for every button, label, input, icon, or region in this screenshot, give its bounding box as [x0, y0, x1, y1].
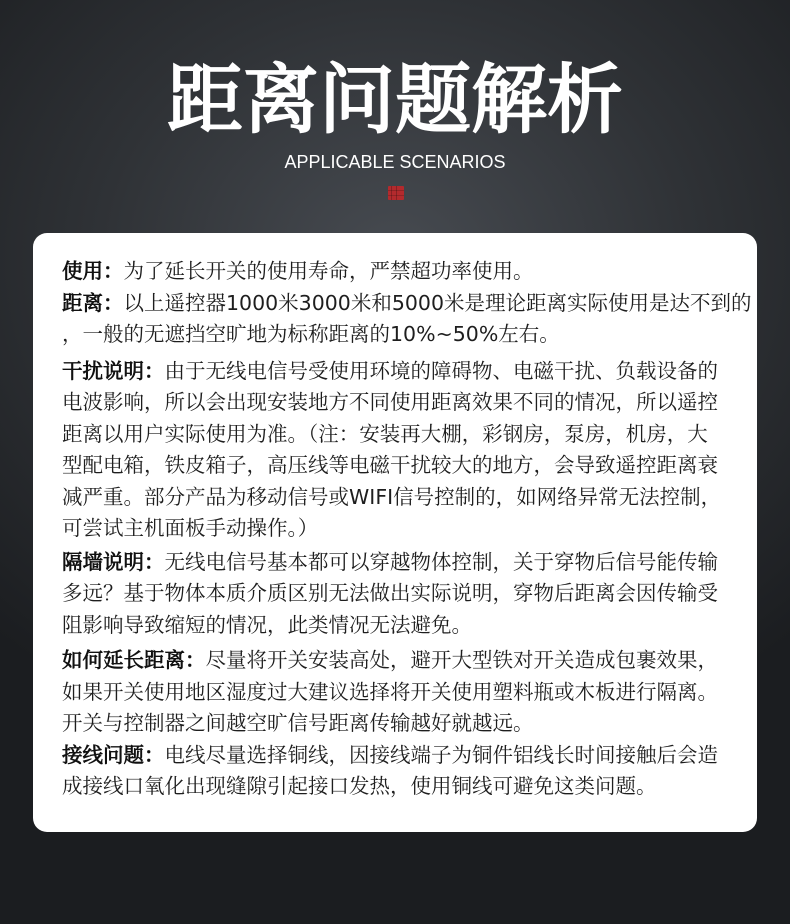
section-label: 距离：: [62, 290, 124, 315]
section-line: 阻影响导致缩短的情况，此类情况无法避免。: [62, 612, 472, 637]
section-label: 干扰说明：: [62, 358, 165, 383]
page-title: 距离问题解析: [167, 55, 623, 144]
section-label: 隔墙说明：: [62, 549, 165, 574]
section-text: 电线尽量选择铜线，因接线端子为铜件铝线长时间接触后会造: [164, 742, 718, 767]
section-through-wall: [62, 547, 747, 642]
section-text: 由于无线电信号受使用环境的障碍物、电磁干扰、负载设备的: [164, 358, 718, 383]
section-line: 如果开关使用地区湿度过大建议选择将开关使用塑料瓶或木板进行隔离。: [62, 679, 718, 704]
section-line: 开关与控制器之间越空旷信号距离传输越好就越远。: [62, 711, 534, 735]
page-subtitle: APPLICABLE SCENARIOS: [284, 152, 506, 172]
section-line: [62, 547, 747, 579]
section-line: 多远？基于物体本质介质区别无法做出实际说明，穿物后距离会因传输受: [62, 581, 718, 605]
section-label: 如何延长距离：: [62, 648, 206, 672]
section-line: 电波影响，所以会出现安装地方不同使用距离效果不同的情况，所以遥控: [62, 390, 718, 414]
section-line: 可尝试主机面板手动操作。）: [62, 516, 319, 540]
section-text: 无线电信号基本都可以穿越物体控制，关于穿物后信号能传输: [164, 549, 718, 574]
section-line: [62, 740, 747, 772]
section-distance: [62, 288, 752, 351]
section-text: 为了延长开关的使用寿命，严禁超功率使用。: [123, 259, 534, 283]
section-line: 减严重。部分产品为移动信号或WIFI信号控制的，如网络异常无法控制，: [62, 484, 722, 509]
section-usage: [62, 256, 747, 288]
section-line: 距离以用户实际使用为准。（注：安装再大棚，彩钢房，泵房，机房，大: [62, 421, 708, 446]
section-line: 成接线口氧化出现缝隙引起接口发热，使用铜线可避免这类问题。: [62, 774, 657, 798]
section-interference: [62, 356, 747, 545]
section-text: 尽量将开关安装高处，避开大型铁对开关造成包裹效果，: [205, 648, 718, 672]
section-line: [62, 645, 747, 677]
info-card: [33, 233, 757, 832]
section-line: ，一般的无遮挡空旷地为标称距离的10%~50%左右。: [62, 322, 560, 346]
section-label: 使用：: [62, 259, 124, 283]
section-line: [62, 288, 752, 320]
section-label: 接线问题：: [62, 742, 165, 767]
section-text: 以上遥控器1000米3000米和5000米是理论距离实际使用是达不到的: [123, 290, 752, 315]
section-line: 型配电箱，铁皮箱子，高压线等电磁干扰较大的地方，会导致遥控距离衰: [62, 453, 718, 477]
section-wiring: [62, 740, 747, 803]
section-line: [62, 356, 747, 388]
section-extend-range: [62, 645, 747, 740]
red-accent-mark: [388, 186, 404, 200]
section-line: [62, 256, 747, 288]
